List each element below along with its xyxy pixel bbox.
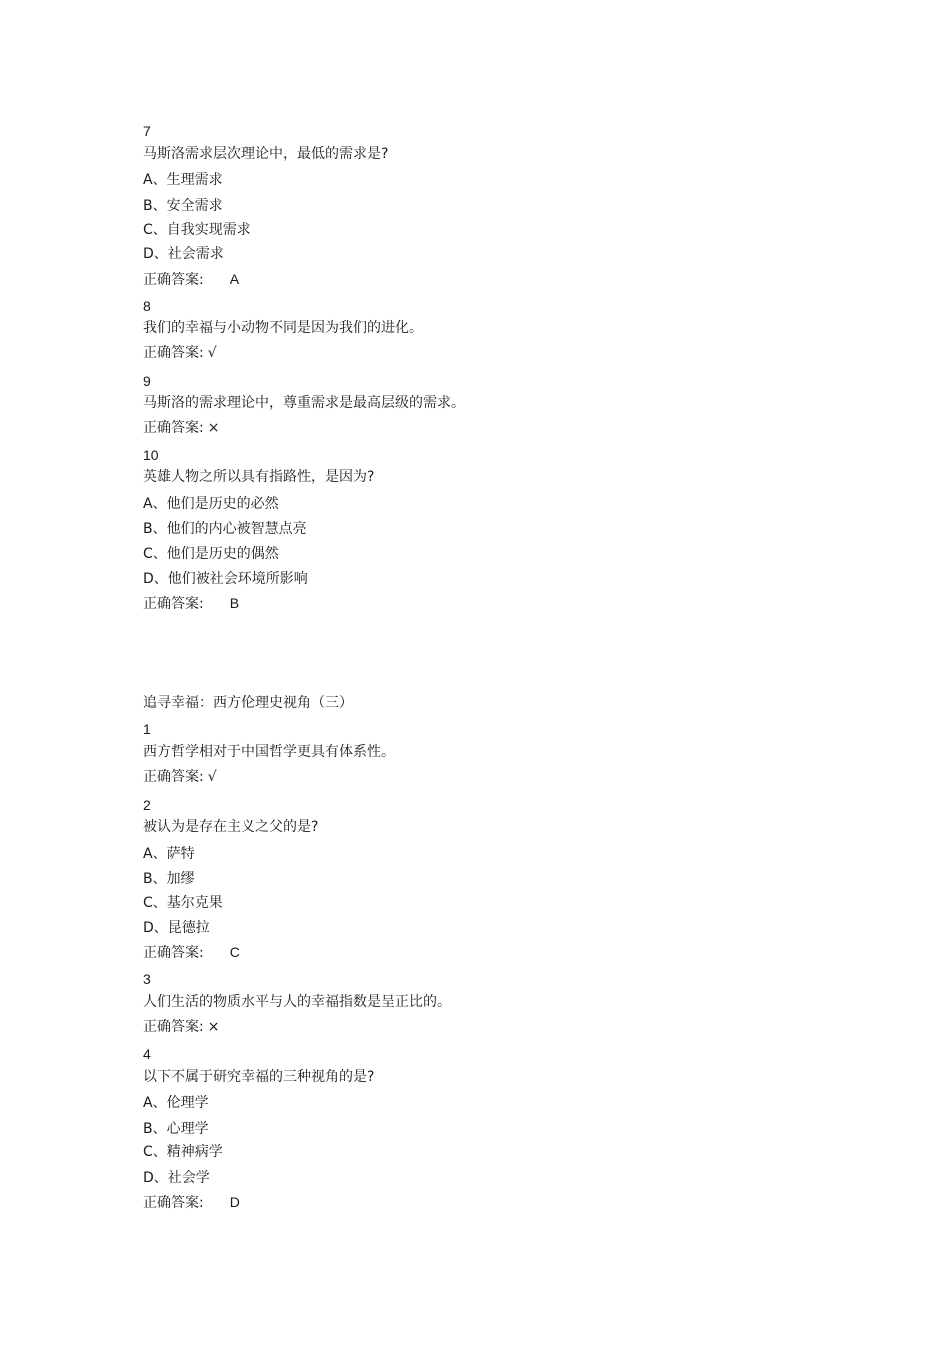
question-number: 8 — [143, 298, 151, 314]
answer-value: × — [207, 420, 220, 436]
answer-line — [143, 344, 217, 362]
option-c: C、他们是历史的偶然 — [143, 546, 279, 562]
question-number: 4 — [143, 1046, 151, 1062]
question-text: 马斯洛需求层次理论中，最低的需求是? — [143, 146, 389, 162]
question-text: 我们的幸福与小动物不同是因为我们的进化。 — [143, 320, 423, 336]
question-number: 3 — [143, 971, 151, 987]
question-text: 英雄人物之所以具有指路性，是因为? — [143, 469, 375, 485]
option-b: B、他们的内心被智慧点亮 — [143, 521, 307, 537]
option-b: B、安全需求 — [143, 198, 223, 214]
question-number: 2 — [143, 797, 151, 813]
option-d: D、社会需求 — [143, 246, 224, 262]
answer-value: D — [229, 1194, 240, 1210]
answer-value: B — [229, 595, 240, 611]
option-b: B、加缪 — [143, 871, 195, 887]
answer-line — [143, 594, 239, 613]
question-text: 被认为是存在主义之父的是? — [143, 819, 319, 835]
option-d: D、昆德拉 — [143, 920, 210, 936]
question-text: 人们生活的物质水平与人的幸福指数是呈正比的。 — [143, 994, 451, 1010]
answer-line — [143, 943, 240, 962]
question-text: 以下不属于研究幸福的三种视角的是? — [143, 1069, 375, 1085]
option-c: C、精神病学 — [143, 1144, 223, 1160]
option-a: A、萨特 — [143, 846, 195, 862]
option-c: C、基尔克果 — [143, 895, 223, 911]
answer-value: √ — [207, 345, 217, 361]
question-number: 1 — [143, 721, 151, 737]
answer-value: C — [229, 944, 240, 960]
answer-line — [143, 1193, 240, 1212]
answer-label: 正确答案: — [143, 1019, 204, 1035]
option-d: D、他们被社会环境所影响 — [143, 571, 308, 587]
answer-label: 正确答案: — [143, 272, 204, 288]
answer-label: 正确答案: — [143, 596, 204, 612]
answer-label: 正确答案: — [143, 420, 204, 436]
answer-line — [143, 768, 217, 786]
answer-line — [143, 270, 239, 289]
answer-value: × — [207, 1019, 220, 1035]
question-number: 9 — [143, 373, 151, 389]
option-c: C、自我实现需求 — [143, 222, 251, 238]
option-d: D、社会学 — [143, 1170, 210, 1186]
answer-value: √ — [207, 769, 217, 785]
answer-label: 正确答案: — [143, 345, 204, 361]
answer-line — [143, 419, 219, 437]
question-text: 马斯洛的需求理论中，尊重需求是最高层级的需求。 — [143, 395, 465, 411]
section-title: 追寻幸福：西方伦理史视角（三） — [143, 695, 353, 711]
option-a: A、他们是历史的必然 — [143, 496, 279, 512]
answer-label: 正确答案: — [143, 945, 204, 961]
answer-label: 正确答案: — [143, 1195, 204, 1211]
answer-line — [143, 1018, 219, 1036]
option-b: B、心理学 — [143, 1121, 209, 1137]
answer-value: A — [229, 271, 240, 287]
question-number: 10 — [143, 447, 159, 463]
answer-label: 正确答案: — [143, 769, 204, 785]
question-text: 西方哲学相对于中国哲学更具有体系性。 — [143, 744, 395, 760]
option-a: A、伦理学 — [143, 1095, 209, 1111]
question-number: 7 — [143, 123, 151, 139]
option-a: A、生理需求 — [143, 172, 223, 188]
